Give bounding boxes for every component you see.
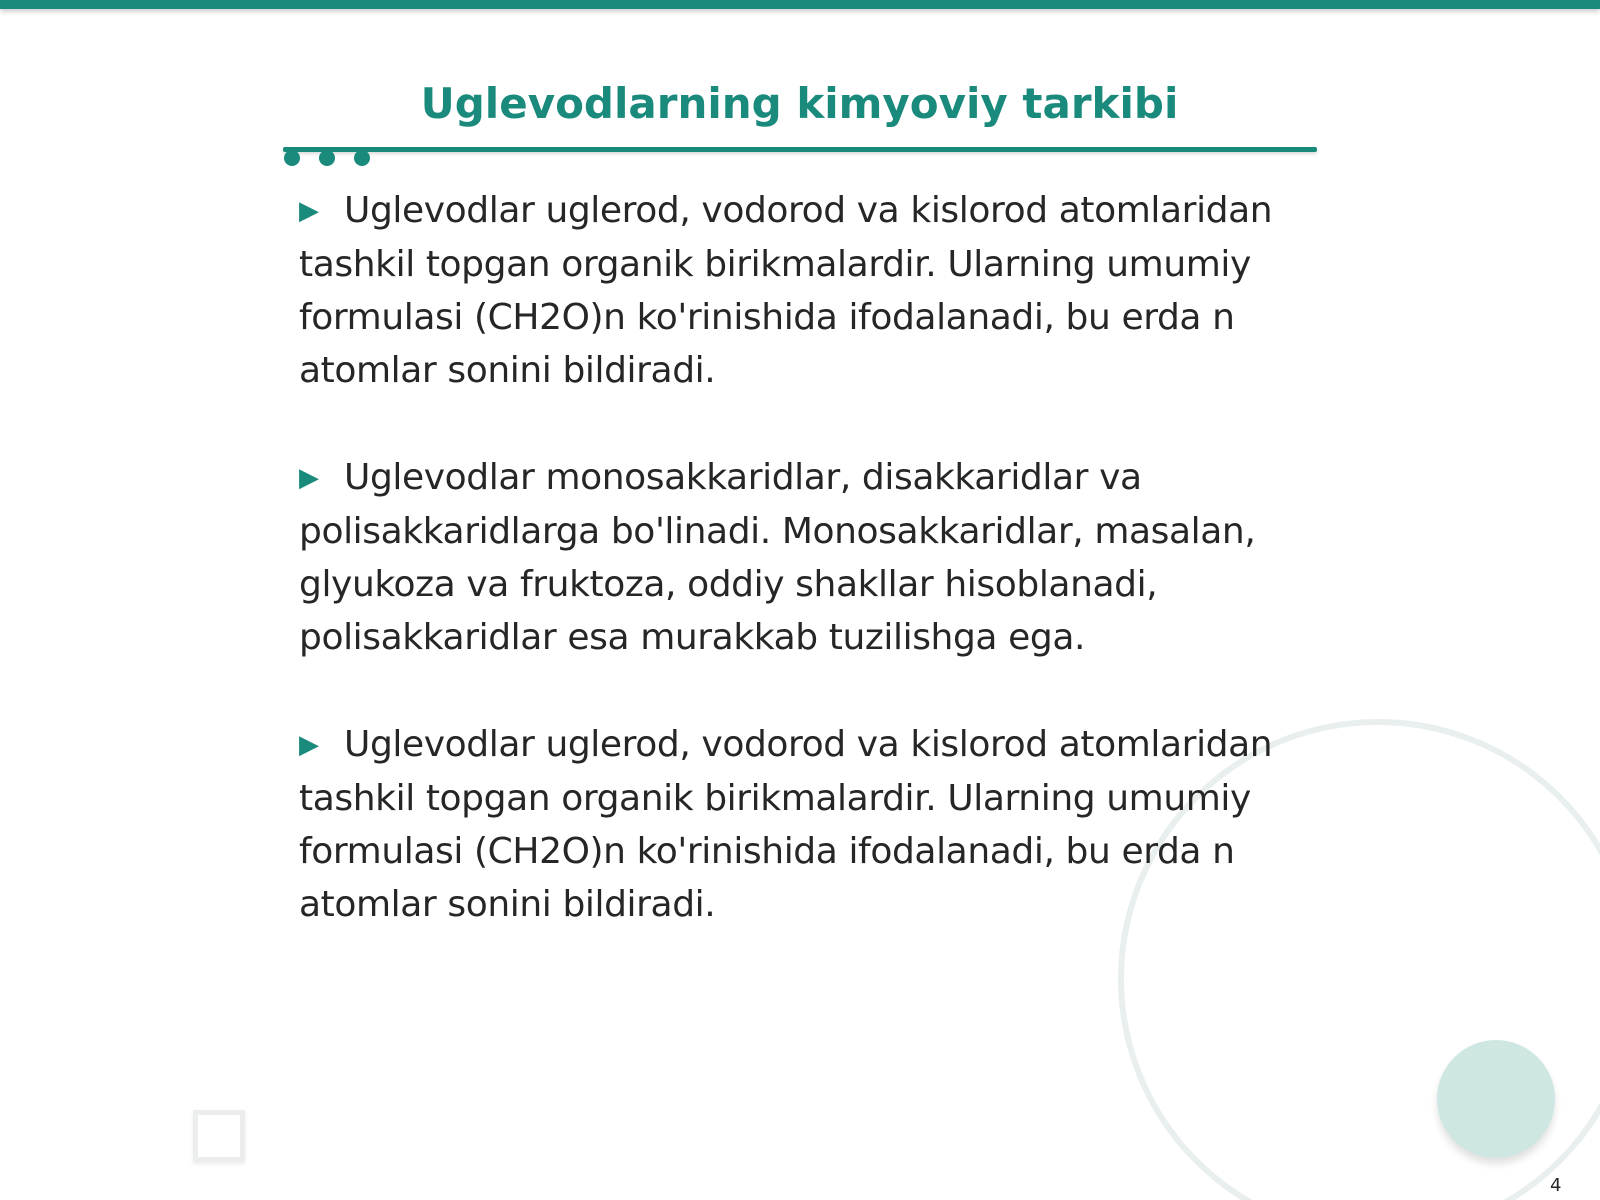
paragraph-text: Uglevodlar monosakkaridlar, disakkaridlar va polisakkaridlarga bo'linadi. Monosakkaridlar, masalan, glyukoza va fruktoza, oddiy shakllar hisoblanadi, polisakkaridlar esa murakkab tuzilishga ega.	[299, 457, 1256, 658]
paragraph-text: Uglevodlar uglerod, vodorod va kislorod atomlaridan tashkil topgan organik birikmalardir. Ularning umumiy formulasi (CH2O)n ko'rinishida ifodalanadi, bu erda n atomlar sonini bildiradi.	[299, 190, 1273, 391]
title-underline	[283, 147, 1317, 152]
bullet-paragraph	[299, 184, 1319, 397]
slide-body	[299, 184, 1319, 985]
decorative-square	[193, 1110, 245, 1162]
page-number: 4	[1550, 1175, 1562, 1196]
underline-dot	[284, 150, 300, 166]
decorative-disc	[1437, 1040, 1555, 1158]
underline-dot	[319, 150, 335, 166]
slide-title: Uglevodlarning kimyoviy tarkibi	[420, 79, 1179, 128]
triangle-right-icon: ▶	[299, 196, 319, 226]
underline-dot	[354, 150, 370, 166]
top-accent-bar	[0, 0, 1600, 9]
bullet-paragraph	[299, 718, 1319, 931]
triangle-right-icon: ▶	[299, 730, 319, 760]
triangle-right-icon: ▶	[299, 463, 319, 493]
bullet-paragraph	[299, 451, 1319, 664]
paragraph-text: Uglevodlar uglerod, vodorod va kislorod atomlaridan tashkil topgan organik birikmalardir. Ularning umumiy formulasi (CH2O)n ko'rinishida ifodalanadi, bu erda n atomlar sonini bildiradi.	[299, 724, 1273, 925]
